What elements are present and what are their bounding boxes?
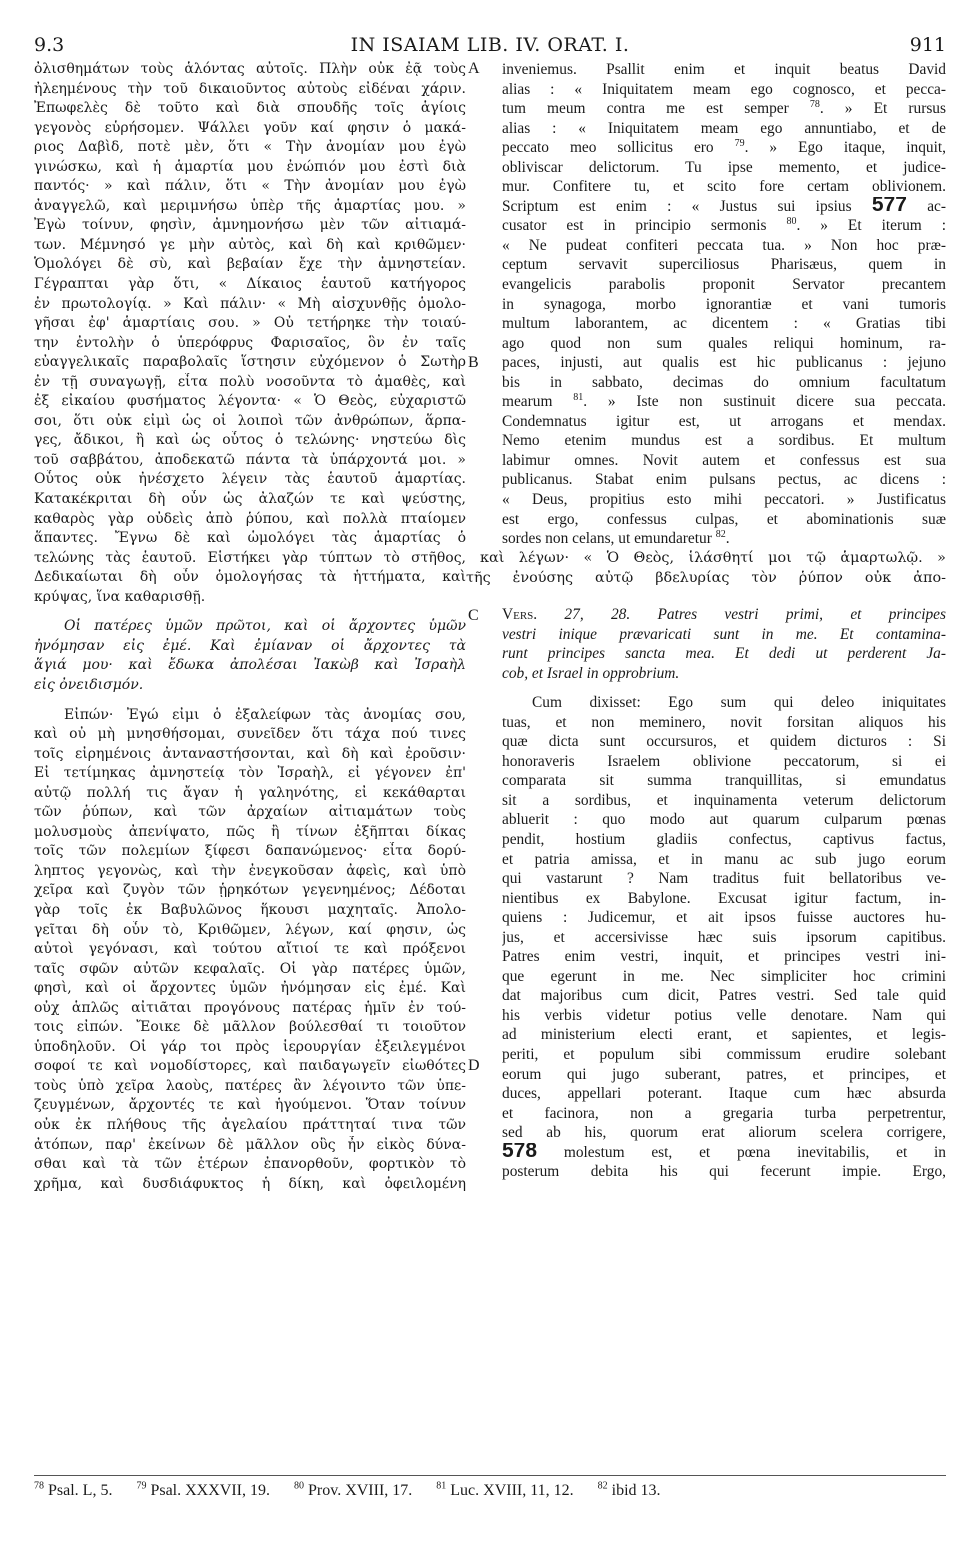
text-line: ἀναγγελῶ, καὶ μεριμνήσω ὑπὲρ τῆς ἁμαρτίας μου. » xyxy=(34,197,466,214)
text-line: Cum dixisset: Ego sum qui deleo iniquitates xyxy=(532,694,946,712)
spacer xyxy=(502,683,946,693)
text-line: ἠλεημένους τὴν τοῦ δικαιοῦντος αὐτοὺς εἰδέναι χάριν. xyxy=(34,80,466,97)
text-line: Εἰπών· Ἐγώ εἰμι ὁ ἐξαλείφων τὰς ἀνομίας σου, xyxy=(64,706,466,723)
text-line: εὐαγγελικαῖς παραβολαῖς ἵστησιν εὐχόμενον ὁ Σωτὴρ xyxy=(34,354,466,371)
footnote-ref: 82 xyxy=(597,1480,608,1492)
footnote-ref: 81 xyxy=(573,392,584,404)
latin-line: « Deus, propitius esto mihi peccatori. » Justificatus xyxy=(502,491,946,509)
text-line: ἠνόμησαν εἰς ἐμέ. Καὶ ἐμίαναν οἱ ἄρχοντες τὰ xyxy=(34,637,466,654)
text-line: pendit, hostium gladiis confectus, captivus factus, xyxy=(502,831,946,849)
page-number-left: 9.3 xyxy=(34,34,65,56)
spacer xyxy=(34,607,466,617)
text-line: γῆσαι ἐφ' ἁμαρτίαις σου. » Οὐ τετήρηκε τὴν τοιαύ- xyxy=(34,315,466,332)
text-line: duces, appellari poterant. Itaque cum hæc absurda xyxy=(502,1085,946,1103)
latin-line: multum laborantem, ac dicentem : « Gratias tibi xyxy=(502,315,946,333)
latin-line: mur. Confitere tu, et scito fore certam oblivionem. xyxy=(502,178,946,196)
bridge-line: καὶ λέγων· « Ὁ Θεὸς, ἱλάσθητί μοι τῷ ἁμαρτωλῷ. » xyxy=(480,550,946,566)
latin-line: bis in sabbato, decimas do omnium facultatum xyxy=(502,373,946,391)
footnotes xyxy=(34,1482,946,1500)
latin-line: in synagoga, morbo ignorantiæ et vani tumoris xyxy=(502,295,946,313)
text-line: tuas, et non meminero, novit forsitan aliquos his xyxy=(502,713,946,731)
text-line: Ὁμολόγει δὲ σὺ, καὶ βεβαίαν ἔχε τὴν ἀμνηστείαν. xyxy=(34,256,466,273)
text-line: την ἐντολὴν ὁ ὑπερόφρυς Φαρισαῖος, ὃν ἐν ταῖς xyxy=(34,334,466,351)
latin-verse-line: Vers. 27, 28. Patres vestri primi, et principes xyxy=(502,606,946,623)
latin-line: labimur omnes. Novit autem et confessus est sua xyxy=(502,451,946,469)
text-line: Οἱ πατέρες ὑμῶν πρῶτοι, καὶ οἱ ἄρχοντες ὑμῶν xyxy=(64,618,466,635)
latin-line: « Ne pudeat confiteri peccata tua. » Non hoc præ- xyxy=(502,236,946,254)
footnote: Psal. XXXVII, 19. xyxy=(146,1482,270,1499)
latin-line: Condemnatus igitur est, ut arrogans et mendax. xyxy=(502,412,946,430)
latin-verse-line: cob, et Israel in opprobrium. xyxy=(502,664,680,682)
latin-line: alias : « Iniquitatem meam ego cognosco, et pecca- xyxy=(502,80,946,98)
text-line: qui vastarunt ? Nam traditus fuit bellatoribus ve- xyxy=(502,870,946,888)
text-line: periti, et populum sibi commissum erudire solebant xyxy=(502,1046,946,1064)
text-line: quiens : Judicemur, et ait ipsos fuisse auctores hu- xyxy=(502,909,946,927)
footnote-ref: 78 xyxy=(34,1480,44,1492)
text-line: ἐν πρωτολογίᾳ. » Καὶ πάλιν· « Μὴ αἰσχυνθῇς ὁμολο- xyxy=(34,295,466,312)
text-line: jus, et accersivisse hæc suis ipsorum capitibus. xyxy=(502,928,946,946)
text-line: ὑποδηλοῦν. Οἱ γάρ τοι πρὸς ἱερουργίαν ἐξειλεγμένοι xyxy=(34,1038,466,1055)
text-line: ὀλισθημάτων τοὺς ἁλόντας αὐτοῖς. Πλὴν οὐκ ἐᾷ τοὺς xyxy=(34,61,466,77)
text-line: comparata sit summa tranquillitas, si emundatus xyxy=(502,772,946,790)
text-line: ταῖς σφῶν αὐτῶν κεφαλαῖς. Οἱ γὰρ πατέρες ὑμῶν, xyxy=(34,960,466,977)
text-line: ληπτος γεγονὼς, καὶ τὴν ἐνεγκοῦσαν ἀφεὶς, καὶ ὑπὸ xyxy=(34,862,466,879)
text-line: τελώνης τὰς ἑαυτοῦ. Εἱστήκει γὰρ τύπτων τὸ στῆθος, xyxy=(34,549,466,566)
text-line: αὐτοὶ γεγόνασι, καὶ τούτου αἴτιοί τε καὶ πρόξενοι xyxy=(34,941,466,958)
text-line: sit a sordibus, et inquinamenta veterum delictorum xyxy=(502,791,946,809)
latin-commentary xyxy=(502,683,946,1182)
text-line: παντός· » καὶ πάλιν, ὅτι « Τὴν ἀνομίαν μου ἐγὼ xyxy=(34,178,466,195)
footnote: Prov. XVIII, 17. xyxy=(304,1482,413,1499)
text-line: et patria amissa, et in manu ac sub jugo eorum xyxy=(502,850,946,868)
greek-column xyxy=(34,60,466,1194)
text-line: εἰς ὀνειδισμόν. xyxy=(34,676,144,693)
text-line: σοφοί τε καὶ νομοδίστορες, καὶ παιδαγωγεῖν εἰωθότες xyxy=(34,1058,466,1075)
margin-marker-b: B xyxy=(468,354,479,371)
text-line: dat majoribus cum dicit, Patres vestri. Sed tale quid xyxy=(502,987,946,1005)
text-line: των. Μέμνησό γε μὴν αὐτὸς, καὶ δὴ καὶ κριθῶμεν· xyxy=(34,236,466,253)
text-line: 578 molestum est, et pœna inevitabilis, et in xyxy=(502,1143,946,1163)
column-number: 577 xyxy=(871,196,907,216)
footnote-ref: 80 xyxy=(786,216,797,228)
text-line: σοι, ὅτι οὐκ εἰμὶ ὡς οἱ λοιποὶ τῶν ἀνθρώπων, ἅρπα- xyxy=(34,412,466,429)
text-line: γεῖται δὴ οὖν τὸ, Κριθῶμεν, λέγων, καί φησιν, ὡς xyxy=(34,921,466,938)
text-line: ζευγμένων, ἄρχοντές τε καὶ ἡγούμενοι. Ὅταν τοίνυν xyxy=(34,1097,466,1114)
latin-line: Scriptum est enim : « Justus sui ipsius 577 ac- xyxy=(502,197,946,217)
text-line: Οὗτος οὐκ ἠνέσχετο λέγειν τὰς ἑαυτοῦ ἁμαρτίας. xyxy=(34,471,466,488)
text-line: μολυσμοὺς ἀπενίψατο, πῶς ἢ τίνων ἐξῆπται δίκας xyxy=(34,823,466,840)
column-number: 578 xyxy=(502,1142,538,1162)
text-line: φησὶ, καὶ οἱ ἄρχοντες ὑμῶν ἠνόμησαν εἰς ἐμέ. Καὶ xyxy=(34,980,466,997)
text-line: σθαι καὶ τὰ τῶν ἑτέρων ἐπανορθοῦν, φορτικὸν τὸ xyxy=(34,1156,466,1173)
latin-verse-line: runt principes sancta mea. Et dedi ut perderent Ja- xyxy=(502,645,946,663)
footnote-ref: 79 xyxy=(734,138,745,150)
text-line: τοις εἰπών. Ἔοικε δὲ μᾶλλον βούλεσθαί τι τοιοῦτον xyxy=(34,1019,466,1036)
text-line: γες, ἄδικοι, ἢ καὶ ὡς οὗτος ὁ τελώνης· νηστεύω δὶς xyxy=(34,432,466,449)
footnote-ref: 78 xyxy=(809,99,820,110)
text-line: Κατακέκριται δὴ οὖν ὡς ἀλαζών τε καὶ ψεύστης, xyxy=(34,491,466,508)
text-line: αὐτῷ πολλή τις ἄγαν ἡ γαληνότης, εἰ κεκάθαρται xyxy=(34,784,466,801)
latin-line: Nemo etenim mundus est a sordibus. Et multum xyxy=(502,432,946,450)
text-line: abluerit : quo modo aut quarum culparum pœnas xyxy=(502,811,946,829)
text-line: χεῖρα καὶ ζυγὸν τῶν ᾑρηκότων γεγενημένος; Δέδοται xyxy=(34,882,466,899)
latin-column-lower xyxy=(502,605,946,1182)
margin-marker-d: D xyxy=(468,1057,480,1074)
latin-line: est ergo, confessus culpas, et abominationis suæ xyxy=(502,510,946,528)
text-line: Patres enim vestri, inquit, et principes vestri ini- xyxy=(502,948,946,966)
text-line: Ἐπωφελὲς δὲ τοῦτο καὶ διὰ σπουδῆς τοῖς ἁγίοις xyxy=(34,100,466,117)
text-line: καὶ οὐ μὴ μνησθήσομαι, συνεῖδεν ὅτι τάχα πού τινες xyxy=(34,726,466,743)
text-line: ἐξ εἰκαίου φυσήματος λέγοντα· « Ὁ Θεὸς, εὐχαριστῶ xyxy=(34,393,466,410)
bridge-lines xyxy=(466,549,946,588)
text-line: ἅπαντες. Ἔγνω δὲ καὶ ὡμολόγει τὰς ἁμαρτίας ὁ xyxy=(34,530,466,547)
latin-line: alias : « Iniquitatem meam ego annuntiabo, et de xyxy=(502,119,946,137)
latin-line: peccato meo sollicitus ero $^{79}$. » Ego itaque, inquit, xyxy=(502,138,946,157)
text-line: Ἐγὼ τοίνυν, φησὶν, ἀμνημονήσω μὲν τῶν αἰτιαμά- xyxy=(34,217,466,234)
text-line: et facinora, non a gregaria turba perpetrentur, xyxy=(502,1104,946,1122)
text-line: τοῖς εἰρημένοις ἀνταναστήσονται, καὶ δὴ καὶ ἐροῦσιν· xyxy=(34,745,466,762)
latin-line: evangelicis parabolis proponit Servator precantem xyxy=(502,276,946,294)
text-line: κρύψας, ἵνα καθαρισθῇ. xyxy=(34,588,206,605)
text-line: Εἰ τετίμηκας ἀμνηστείᾳ τὸν Ἰσραὴλ, εἰ γέγονεν ἐπ' xyxy=(34,765,466,782)
text-line: quæ dicta sunt occursuros, et quidem dicturos : Si xyxy=(502,733,946,751)
text-line: posterum debita his qui fecerunt impie. Ergo, xyxy=(502,1163,946,1181)
text-line: nientibus ex Babylone. Excusat igitur factum, in- xyxy=(502,889,946,907)
text-line: eorum qui jugo suberant, patres, et principes, et xyxy=(502,1065,946,1083)
text-line: Γέγραπται γὰρ ὅτι, « Δίκαιος ἑαυτοῦ κατήγορος xyxy=(34,276,466,293)
text-line: καθαρὸς γὰρ οὐδεὶς ἀπὸ ῥύπου, καὶ πολλὰ πταίομεν xyxy=(34,510,466,527)
latin-line: obliviscar delictorum. Tu ipse memento, et judice- xyxy=(502,158,946,176)
running-header xyxy=(34,34,946,60)
text-line: τῶν ῥύπων, καὶ τῶν ἀρχαίων αἰτιαμάτων τοὺς xyxy=(34,804,466,821)
latin-line: ceptum servavit superciliosus Pharisæus, quem in xyxy=(502,256,946,274)
bridge-line: τῆς ἐνούσης αὐτῷ βδελυρίας τὸν ῥύπον οὐκ ἀπο- xyxy=(466,569,946,586)
text-line: his verbis videtur potius velle denotare. Nam qui xyxy=(502,1006,946,1024)
footnote: Luc. XVIII, 11, 12. xyxy=(446,1482,574,1499)
footnote-ref: 79 xyxy=(136,1480,147,1492)
spacer xyxy=(34,696,466,706)
latin-line: cusator est in principio sermonis $^{80}$. » Et iterum : xyxy=(502,216,946,235)
latin-line: paces, injusti, aut qualis est hic publicanus : jejuno xyxy=(502,354,946,372)
margin-marker-c: C xyxy=(468,607,479,624)
footnote-ref: 80 xyxy=(294,1480,304,1492)
page-number-right: 911 xyxy=(909,34,946,56)
text-line: τοῦ σαββάτου, ἀποδεκατῶ πάντα τὰ ὑπάρχοντά μοι. » xyxy=(34,451,466,468)
text-line: γεγονὸς εὑρήσομεν. Ψάλλει γοῦν καί φησιν ὁ μακά- xyxy=(34,119,466,136)
latin-line: sordes non celans, ut emundaretur $^{82}$. xyxy=(502,529,730,548)
latin-column xyxy=(502,60,946,549)
text-line: χρῆμα, καὶ δυσδιάφυκτος ἡ δίκη, καὶ ὀφειλομένη xyxy=(34,1175,466,1192)
footnote-ref: 82 xyxy=(715,529,726,540)
text-line: γινώσκω, καὶ ἡ ἁμαρτία μου ἐνώπιόν μου ἐστὶ διὰ xyxy=(34,158,466,175)
text-line: que egerunt in me. Nec simpliciter hoc crimini xyxy=(502,967,946,985)
footnote-rule xyxy=(34,1475,946,1476)
text-line: οὐχ ἁπλῶς αἰτιᾶται προγόνους πατέρας ἡμῖν ἐν τού- xyxy=(34,999,466,1016)
text-line: οὐκ ἐκ πλήθους τῆς ἀγελαίου πράττηταί τινα τῶν xyxy=(34,1116,466,1133)
text-line: ἐν τῇ συναγωγῇ, εἶτα πολὺ νοσοῦντα τὸ ἀμαθὲς, καὶ xyxy=(34,373,466,390)
latin-line: inveniemus. Psallit enim et inquit beatus David xyxy=(502,61,946,78)
latin-verse-line: vestri inique prævaricati sunt in me. Et contamina- xyxy=(502,625,946,643)
text-line: sed ab his, quorum erat aliorum scelera corrigere, xyxy=(502,1124,946,1142)
text-line: Δεδικαίωται δὴ οὖν ὁμολογήσας τὰ ἡττήματα, καὶ xyxy=(34,569,466,586)
margin-marker-a: A xyxy=(468,60,480,77)
text-line: τοῖς τῶν πολεμίων ξίφεσι δαπανώμενος· εἶτα δορύ- xyxy=(34,843,466,860)
text-line: τοὺς ὑπὸ χεῖρα λαοὺς, πατέρες ἂν λέγοιντο τῶν ὑπε- xyxy=(34,1077,466,1094)
latin-line: ago quod non sum quales reliqui hominum, ra- xyxy=(502,334,946,352)
text-line: γὰρ τοῖς ἐκ Βαβυλῶνος ἥκουσι μαχηταῖς. Ἀπολο- xyxy=(34,901,466,918)
text-line: ad ministerium electi erant, et sapientes, et legis- xyxy=(502,1026,946,1044)
text-line: ἅγιά μου· καὶ ἔδωκα ἀπολέσαι Ἰακὼβ καὶ Ἰσραὴλ xyxy=(34,657,466,674)
latin-line: publicanus. Stabat enim pulsans pectus, ac dicens : xyxy=(502,471,946,489)
text-line: ἀτόπων, παρ' ἐκείνων δὲ μᾶλλον οὓς ἦν εἰκὸς δύνα- xyxy=(34,1136,466,1153)
footnote-ref: 81 xyxy=(436,1480,447,1492)
verse-label: Vers. xyxy=(502,606,538,623)
text-line: honoraveris Israelem oblivione peccatorum, si ei xyxy=(502,752,946,770)
running-title: IN ISAIAM LIB. IV. ORAT. I. xyxy=(350,34,630,56)
latin-line: tum meum contra me est semper $^{78}$. » Et rursus xyxy=(502,99,946,118)
text-line: ριος Δαβὶδ, ποτὲ μὲν, ὅτι « Τὴν ἀνομίαν μου ἐγὼ xyxy=(34,139,466,156)
footnote: Psal. L, 5. xyxy=(44,1482,113,1499)
latin-line: mearum $^{81}$. » Iste non sustinuit dicere sua peccata. xyxy=(502,392,946,411)
footnote: ibid 13. xyxy=(607,1482,661,1499)
